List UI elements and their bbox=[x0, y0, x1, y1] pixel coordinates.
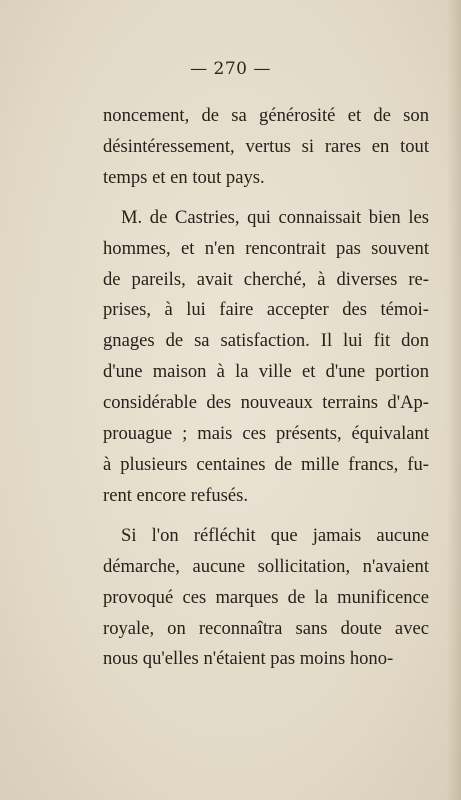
paragraph bbox=[103, 521, 429, 676]
text-line: M. de Castries, qui connaissait bien les bbox=[121, 206, 429, 228]
text-line: temps et en tout pays. bbox=[103, 166, 265, 188]
text-line: prouague ; mais ces présents, équivalant bbox=[103, 423, 429, 445]
text-line: nous qu'elles n'étaient pas moins hono- bbox=[103, 648, 394, 670]
page-edge-shadow bbox=[447, 0, 461, 800]
paragraph-gap bbox=[103, 194, 429, 203]
text-line: à plusieurs centaines de mille francs, fu- bbox=[103, 453, 429, 475]
text-line: hommes, et n'en rencontrait pas souvent bbox=[103, 237, 429, 259]
paragraph bbox=[103, 203, 429, 512]
text-line: noncement, de sa générosité et de son bbox=[103, 105, 429, 126]
text-line: rent encore refusés. bbox=[103, 484, 249, 506]
text-line: démarche, aucune sollicitation, n'avaient bbox=[103, 555, 429, 577]
text-line: prises, à lui faire accepter des témoi- bbox=[103, 299, 429, 321]
page-number: — 270 — bbox=[190, 59, 271, 79]
text-line: gnages de sa satisfaction. Il lui fit don bbox=[103, 330, 429, 352]
text-line: royale, on reconnaîtra sans doute avec bbox=[103, 617, 429, 639]
paragraph-gap bbox=[103, 512, 429, 521]
text-line: de pareils, avait cherché, à diverses re- bbox=[103, 268, 429, 290]
text-line: d'une maison à la ville et d'une portion bbox=[103, 361, 429, 383]
body-text bbox=[103, 101, 429, 675]
paragraph bbox=[103, 101, 429, 194]
text-line: Si l'on réfléchit que jamais aucune bbox=[121, 524, 429, 546]
text-line: désintéressement, vertus si rares en tout bbox=[103, 135, 429, 157]
text-line: provoqué ces marques de la munificence bbox=[103, 586, 429, 608]
text-line: considérable des nouveaux terrains d'Ap- bbox=[103, 392, 429, 414]
